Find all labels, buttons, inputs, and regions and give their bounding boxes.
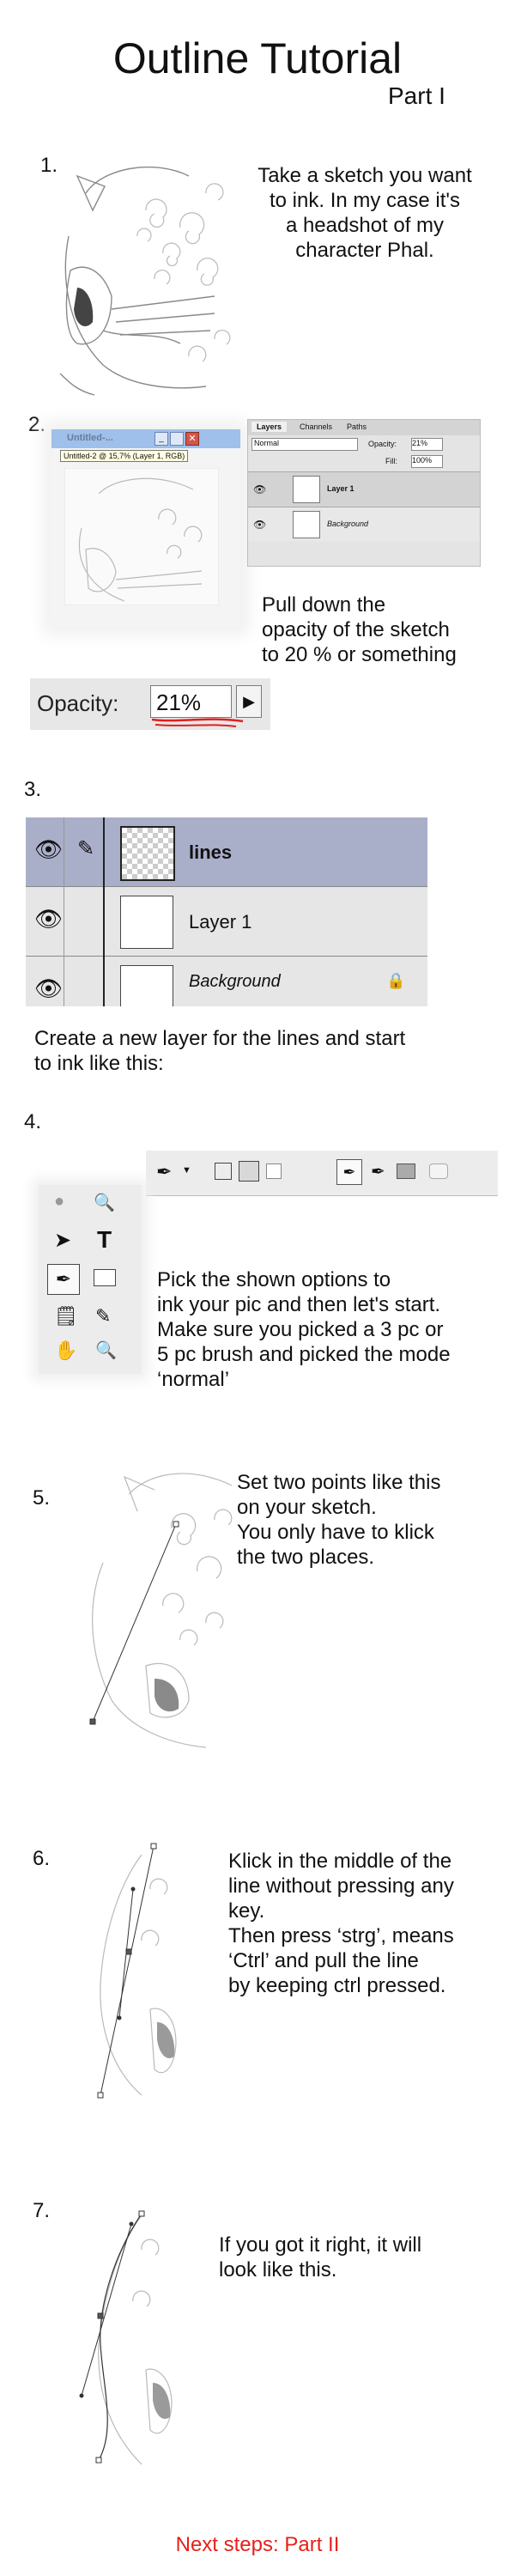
layers-zoom	[26, 817, 427, 1006]
rectangle-icon[interactable]	[397, 1163, 415, 1179]
page-subtitle: Part I	[388, 82, 445, 109]
brush-icon: ✎	[77, 837, 95, 860]
background-name: Background	[189, 972, 281, 991]
step-2-line: to 20 % or something	[262, 643, 457, 666]
layer-row-background[interactable]	[248, 507, 480, 542]
step-3-line: to ink like this:	[34, 1052, 164, 1075]
fill-label: Fill:	[385, 457, 397, 465]
anchor-point	[139, 2211, 144, 2216]
notes-tool-icon[interactable]: 🗒	[54, 1305, 78, 1327]
step-1-line: to ink. In my case it's	[270, 189, 460, 212]
eye-icon[interactable]: 👁	[253, 519, 267, 531]
step-4-line: Make sure you picked a 3 pc or	[157, 1318, 444, 1341]
anchor-point	[90, 1719, 95, 1724]
pen-icon[interactable]: ✒	[336, 1159, 362, 1185]
opacity-field[interactable]: 21%	[150, 685, 232, 718]
step-5-number: 5.	[33, 1486, 51, 1510]
layer1-thumbnail	[120, 896, 173, 949]
anchor-point	[96, 2458, 101, 2463]
step-5-line: You only have to klick	[237, 1521, 434, 1544]
step-1-sketch	[52, 159, 240, 399]
step-5-line: Set two points like this	[237, 1471, 441, 1494]
handle-point	[130, 2222, 134, 2227]
layer-row-background[interactable]	[26, 957, 427, 1006]
background-name: Background	[327, 519, 369, 528]
handle-point	[80, 2394, 84, 2398]
curved-path	[99, 2214, 142, 2460]
layer1-name: Layer 1	[327, 484, 354, 493]
layer1-thumbnail	[293, 476, 320, 503]
layers-tabs	[248, 420, 480, 435]
step-4-line: Pick the shown options to	[157, 1268, 391, 1291]
next-steps-link[interactable]: Next steps: Part II	[175, 2533, 340, 2556]
step-6-line: key.	[228, 1899, 265, 1923]
window-canvas-sketch	[64, 468, 219, 605]
lock-icon: 🔒	[386, 972, 406, 989]
eye-icon[interactable]: 👁	[34, 975, 64, 1001]
step-6-text	[228, 1849, 454, 1998]
step-3-text	[34, 1026, 405, 1076]
eye-icon[interactable]: 👁	[34, 906, 64, 932]
step-2-line: opacity of the sketch	[262, 618, 450, 641]
red-underline	[150, 713, 245, 730]
paths-icon[interactable]	[239, 1161, 259, 1182]
fill-pixels-icon[interactable]	[266, 1163, 282, 1179]
step-4-text	[157, 1267, 451, 1392]
anchor-point	[98, 2313, 103, 2318]
window-tooltip: Untitled-2 @ 15,7% (Layer 1, RGB)	[60, 450, 188, 462]
step-5-sketch	[77, 1460, 249, 1752]
step-1-text	[223, 163, 506, 263]
step-1-line: a headshot of my	[285, 214, 445, 237]
layer-row-layer1[interactable]	[26, 887, 427, 957]
tab-layers[interactable]: Layers	[251, 422, 287, 432]
anchor-point	[98, 2093, 103, 2098]
tab-channels[interactable]: Channels	[300, 422, 333, 431]
step-6-sketch	[90, 1838, 185, 2104]
handle-point	[118, 2016, 122, 2020]
layer1-name: Layer 1	[189, 911, 252, 933]
page-title: Outline Tutorial	[112, 34, 403, 82]
lines-layer-name: lines	[189, 841, 233, 863]
step-5-line: on your sketch.	[237, 1496, 377, 1519]
eye-icon[interactable]: 👁	[253, 483, 267, 495]
opacity-label: Opacity:	[37, 690, 119, 716]
step-4-line: ‘normal’	[157, 1368, 230, 1391]
pen-tool-icon[interactable]: ✒	[47, 1264, 80, 1295]
step-3-number: 3.	[24, 778, 42, 801]
freeform-pen-icon[interactable]: ✒	[371, 1163, 385, 1182]
step-2-number: 2.	[28, 413, 46, 436]
maximize-button[interactable]	[170, 432, 184, 446]
minimize-button[interactable]: _	[154, 432, 168, 446]
opacity-zoom	[30, 678, 270, 730]
eyedropper-tool-icon[interactable]: ✎	[95, 1305, 112, 1327]
layer-row-lines[interactable]	[26, 817, 427, 887]
step-7-number: 7.	[33, 2199, 51, 2222]
step-5-line: the two places.	[237, 1546, 375, 1569]
fill-field[interactable]: 100%	[411, 455, 443, 468]
rounded-rectangle-icon[interactable]	[429, 1163, 448, 1179]
opacity-field-small[interactable]: 21%	[411, 438, 443, 451]
step-4-line: 5 pc brush and picked the mode	[157, 1343, 451, 1366]
shape-layers-icon[interactable]	[215, 1163, 232, 1180]
opacity-label-small: Opacity:	[368, 440, 397, 448]
layer-row-layer1[interactable]	[248, 471, 480, 507]
anchor-point	[151, 1844, 156, 1849]
window-title: Untitled-...	[67, 433, 113, 443]
close-button[interactable]: ✕	[185, 432, 199, 446]
step-4-number: 4.	[24, 1110, 42, 1133]
anchor-point	[126, 1949, 131, 1954]
dodge-tool-icon[interactable]: 🔍	[94, 1194, 115, 1212]
rectangle-tool-icon[interactable]	[94, 1269, 116, 1286]
step-6-line: Klick in the middle of the	[228, 1850, 452, 1873]
background-thumbnail	[293, 511, 320, 538]
pen-tool-preset-icon[interactable]: ✒	[156, 1161, 173, 1182]
opacity-arrow-button[interactable]: ▶	[236, 685, 262, 718]
anchor-point	[173, 1522, 179, 1527]
step-2-line: Pull down the	[262, 593, 386, 617]
step-6-line: by keeping ctrl pressed.	[228, 1974, 446, 1997]
step-2-text	[262, 592, 457, 667]
step-7-sketch	[64, 2198, 176, 2482]
step-6-line: line without pressing any	[228, 1874, 454, 1898]
tab-paths[interactable]: Paths	[347, 422, 367, 431]
options-bar[interactable]	[146, 1151, 498, 1196]
toolbox	[39, 1185, 142, 1374]
eye-icon[interactable]: 👁	[34, 836, 64, 862]
document-window[interactable]	[52, 429, 240, 627]
chevron-down-icon[interactable]: ▼	[182, 1165, 191, 1176]
step-4-line: ink your pic and then let's start.	[157, 1293, 441, 1316]
blend-mode-select[interactable]: Normal	[251, 438, 358, 451]
step-7-text	[219, 2233, 421, 2282]
type-tool-icon[interactable]: T	[97, 1226, 112, 1253]
selection-arrow-icon[interactable]: ➤	[54, 1229, 72, 1252]
step-7-line: look like this.	[219, 2258, 337, 2281]
step-7-line: If you got it right, it will	[219, 2233, 422, 2257]
step-5-text	[237, 1470, 440, 1570]
step-6-line: ‘Ctrl’ and pull the line	[228, 1949, 419, 1972]
hand-tool-icon[interactable]: ✋	[54, 1340, 78, 1361]
step-6-number: 6.	[33, 1847, 51, 1870]
blur-tool-icon[interactable]: ●	[54, 1192, 65, 1211]
handle-point	[131, 1887, 136, 1892]
background-thumbnail	[120, 965, 173, 1006]
step-1-line: Take a sketch you want	[258, 164, 472, 187]
window-titlebar[interactable]	[52, 429, 240, 448]
layers-palette[interactable]	[247, 419, 481, 567]
lines-thumbnail	[120, 826, 175, 881]
step-6-line: Then press ‘strg’, means	[228, 1924, 454, 1947]
step-1-number: 1.	[40, 154, 58, 177]
step-1-line: character Phal.	[295, 239, 434, 262]
zoom-tool-icon[interactable]: 🔍	[95, 1341, 117, 1360]
step-3-line: Create a new layer for the lines and start	[34, 1027, 406, 1050]
